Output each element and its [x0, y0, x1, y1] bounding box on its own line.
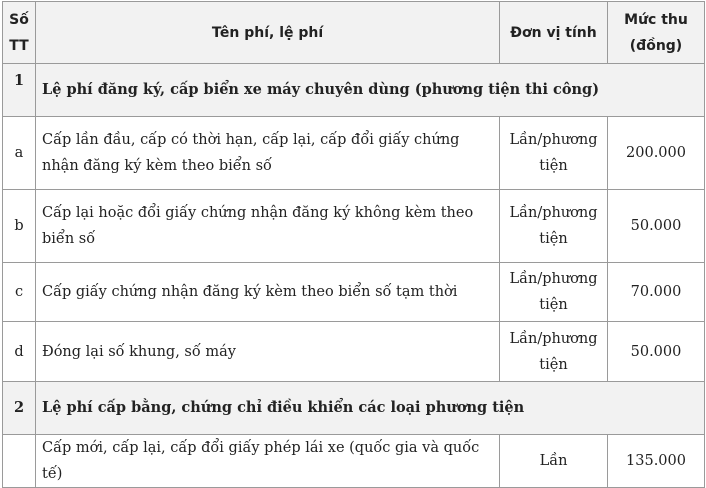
row-name: Đóng lại số khung, số máy	[36, 322, 500, 382]
table-row	[3, 117, 705, 190]
table-row	[3, 263, 705, 322]
header-name: Tên phí, lệ phí	[36, 2, 500, 64]
header-stt: Số TT	[3, 2, 36, 64]
row-stt: d	[3, 322, 36, 382]
row-stt: c	[3, 263, 36, 322]
row-unit: Lần	[500, 435, 608, 488]
row-unit: Lần/phương tiện	[500, 117, 608, 190]
row-fee: 70.000	[608, 263, 705, 322]
row-name: Cấp giấy chứng nhận đăng ký kèm theo biển số tạm thời	[36, 263, 500, 322]
row-unit: Lần/phương tiện	[500, 322, 608, 382]
row-unit: Lần/phương tiện	[500, 190, 608, 263]
table-row	[3, 322, 705, 382]
row-name: Cấp mới, cấp lại, cấp đổi giấy phép lái xe (quốc gia và quốc tế)	[36, 435, 500, 488]
section-number: 2	[3, 382, 36, 435]
row-stt: b	[3, 190, 36, 263]
row-name: Cấp lần đầu, cấp có thời hạn, cấp lại, cấp đổi giấy chứng nhận đăng ký kèm theo biển số	[36, 117, 500, 190]
row-fee: 200.000	[608, 117, 705, 190]
table-header-row	[3, 2, 705, 64]
row-fee: 50.000	[608, 190, 705, 263]
section-number: 1	[3, 64, 36, 117]
header-unit: Đơn vị tính	[500, 2, 608, 64]
section-title: Lệ phí đăng ký, cấp biển xe máy chuyên dùng (phương tiện thi công)	[36, 64, 705, 117]
header-fee: Mức thu (đồng)	[608, 2, 705, 64]
row-unit: Lần/phương tiện	[500, 263, 608, 322]
section-row	[3, 64, 705, 117]
fee-table	[2, 1, 705, 488]
row-stt: a	[3, 117, 36, 190]
row-fee: 135.000	[608, 435, 705, 488]
section-row	[3, 382, 705, 435]
row-fee: 50.000	[608, 322, 705, 382]
table-row	[3, 435, 705, 488]
section-title: Lệ phí cấp bằng, chứng chỉ điều khiển các loại phương tiện	[36, 382, 705, 435]
table-row	[3, 190, 705, 263]
row-name: Cấp lại hoặc đổi giấy chứng nhận đăng ký không kèm theo biển số	[36, 190, 500, 263]
row-stt	[3, 435, 36, 488]
